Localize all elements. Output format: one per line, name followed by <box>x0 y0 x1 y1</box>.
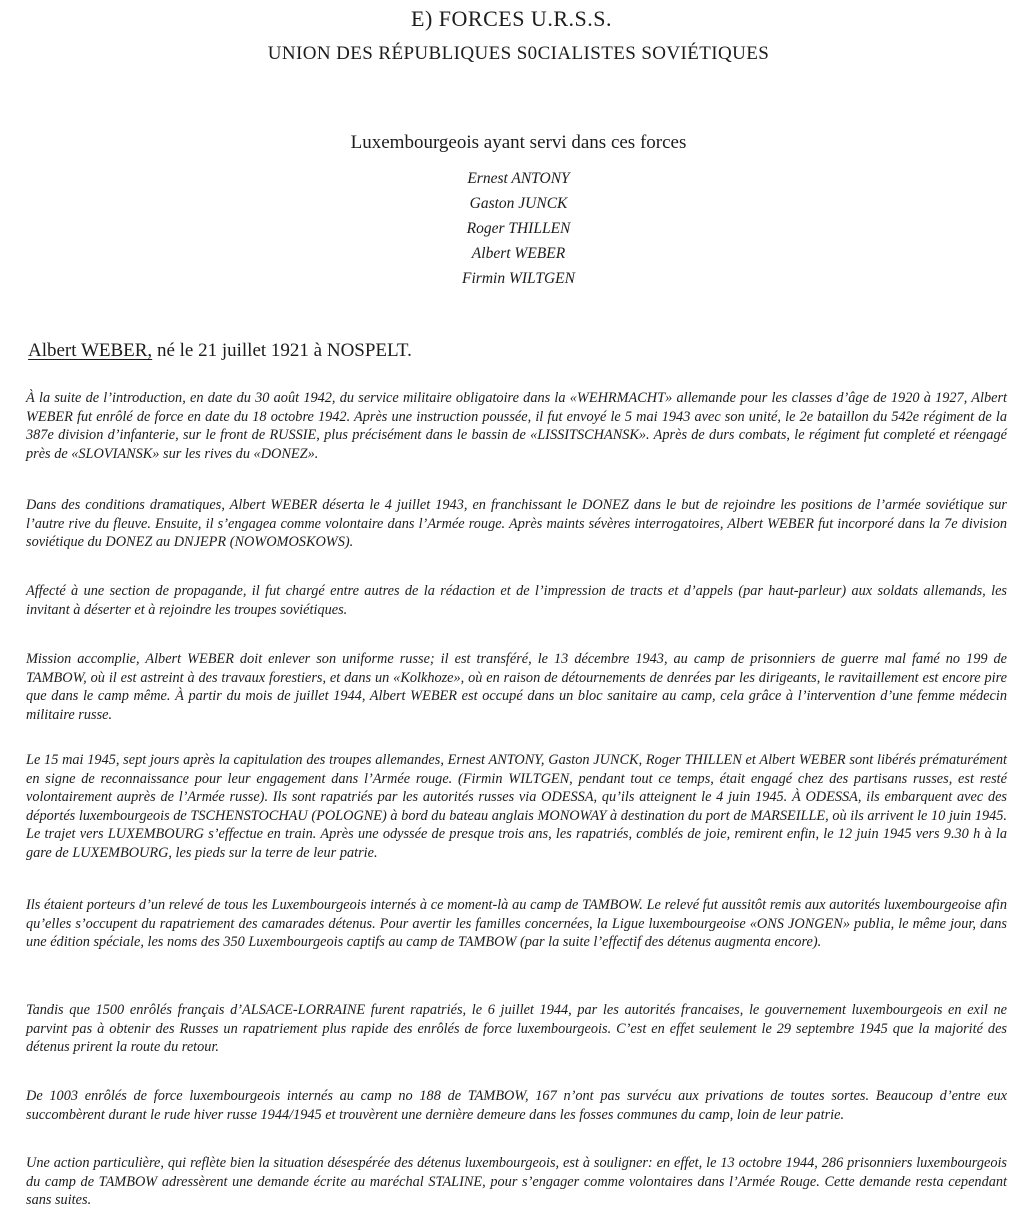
page-subtitle: UNION DES RÉPUBLIQUES S0CIALISTES SOVIÉTIQUES <box>267 43 770 64</box>
names-list <box>0 166 1023 291</box>
name-item: Roger THILLEN <box>466 220 571 237</box>
paragraph-4: Mission accomplie, Albert WEBER doit enlever son uniforme russe; il est transféré, le 13 décembre 1943, au camp de prisonniers de guerre mal famé no 199 de TAMBOW, où il est astreint à des travaux forestiers, et dans un «Kolkhoze», où en raison de détournements de denrées par les dirigeants, le ravitaillement est encore pire que dans le camp même. À partir du mois de juillet 1944, Albert WEBER est occupé dans un bloc sanitaire au camp, cela grâce à l’intervention d’une femme médecin militaire russe. <box>26 651 1007 723</box>
name-item: Ernest ANTONY <box>467 170 570 187</box>
name-item: Albert WEBER <box>471 245 566 262</box>
name-item: Gaston JUNCK <box>469 195 568 212</box>
paragraph-8: De 1003 enrôlés de force luxembourgeois internés au camp no 188 de TAMBOW, 167 n’ont pas survécu aux privations de toutes sortes. Beaucoup d’entre eux succombèrent durant le rude hiver russe 1944/1945 et trouvèrent une dernière demeure dans les fosses communes du camp, loin de leur patrie. <box>26 1088 1007 1123</box>
list-heading: Luxembourgeois ayant servi dans ces forces <box>350 132 687 153</box>
name-item: Firmin WILTGEN <box>462 270 575 287</box>
paragraph-9: Une action particulière, qui reflète bien la situation désespérée des détenus luxembourgeois, est à souligner: en effet, le 13 octobre 1944, 286 prisonniers luxembourgeois du camp de TAMBOW adressèrent une demande écrite au maréchal STALINE, pour s’engager comme volontaires dans l’Armée Rouge. Cette demande resta cependant sans suites. <box>26 1155 1007 1208</box>
page-title: E) FORCES U.R.S.S. <box>411 6 612 31</box>
paragraph-7: Tandis que 1500 enrôlés français d’ALSACE-LORRAINE furent rapatriés, le 6 juillet 1944, par les autorités francaises, le gouvernement luxembourgeois en exil ne parvint pas à obtenir des Russes un rapatriement plus rapide des enrôlés de force luxembourgeois. C’est en effet seulement le 29 septembre 1945 que la majorité des détenus prirent la route du retour. <box>26 1002 1007 1055</box>
paragraph-1: À la suite de l’introduction, en date du 30 août 1942, du service militaire obligatoire dans la «WEHRMACHT» allemande pour les classes d’âge de 1920 à 1927, Albert WEBER fut enrôlé de force en date du 18 octobre 1942. Après une instruction poussée, il fut envoyé le 5 mai 1943 avec son unité, le 2e bataillon du 542e régiment de la 387e division d’infanterie, sur le front de RUSSIE, plus précisément dans le bassin de «LISSITSCHANSK». Après de durs combats, le régiment fut completé et réengagé près de «SLOVIANSK» sur les rives du «DONEZ». <box>26 390 1007 462</box>
paragraph-2: Dans des conditions dramatiques, Albert WEBER déserta le 4 juillet 1943, en franchissant le DONEZ dans le but de rejoindre les positions de l’armée soviétique sur l’autre rive du fleuve. Ensuite, il s’engagea comme volontaire dans l’Armée rouge. Après maints sévères interrogatoires, Albert WEBER fut incorporé dans la 7e division soviétique du DONEZ au DNJEPR (NOWOMOSKOWS). <box>26 497 1007 550</box>
paragraph-5: Le 15 mai 1945, sept jours après la capitulation des troupes allemandes, Ernest ANTONY, Gaston JUNCK, Roger THILLEN et Albert WEBER sont libérés prématurément en signe de reconnaissance pour leur engagement dans l’Armée rouge. (Firmin WILTGEN, pendant tout ce temps, était engagé chez des partisans russes, est resté volontairement auprès de l’Armée russe). Ils sont rapatriés par les autorités russes via ODESSA, qu’ils atteignent le 4 juin 1945. À ODESSA, ils embarquent avec des déportés luxembourgeois de TSCHENSTOCHAU (POLOGNE) à bord du bateau anglais MONOWAY à destination du port de MARSEILLE, où ils arrivent le 10 juin 1945. Le trajet vers LUXEMBOURG s’effectue en train. Après une odyssée de presque trois ans, les rapatriés, comblés de joie, remirent enfin, le 12 juin 1945 vers 9.30 h à la gare de LUXEMBOURG, les pieds sur la terre de leur patrie. <box>26 752 1007 861</box>
paragraph-3: Affecté à une section de propagande, il fut chargé entre autres de la rédaction et de l’impression de tracts et d’appels (par haut-parleur) aux soldats allemands, les invitant à déserter et à rejoindre les troupes soviétiques. <box>26 583 1007 618</box>
paragraph-6: Ils étaient porteurs d’un relevé de tous les Luxembourgeois internés à ce moment-là au camp de TAMBOW. Le relevé fut aussitôt remis aux autorités luxembourgeoise afin qu’elles s’occupent du rapatriement des camarades détenus. Pour avertir les familles concernées, la Ligue luxembourgeoise «ONS JONGEN» publia, le même jour, dans une édition spéciale, les noms des 350 Luxembourgeois captifs au camp de TAMBOW (par la suite l’effectif des détenus augmenta encore). <box>26 897 1007 950</box>
bio-heading <box>28 340 412 362</box>
bio-birth: né le 21 juillet 1921 à NOSPELT. <box>152 340 412 361</box>
bio-name: Albert WEBER, <box>28 340 153 361</box>
